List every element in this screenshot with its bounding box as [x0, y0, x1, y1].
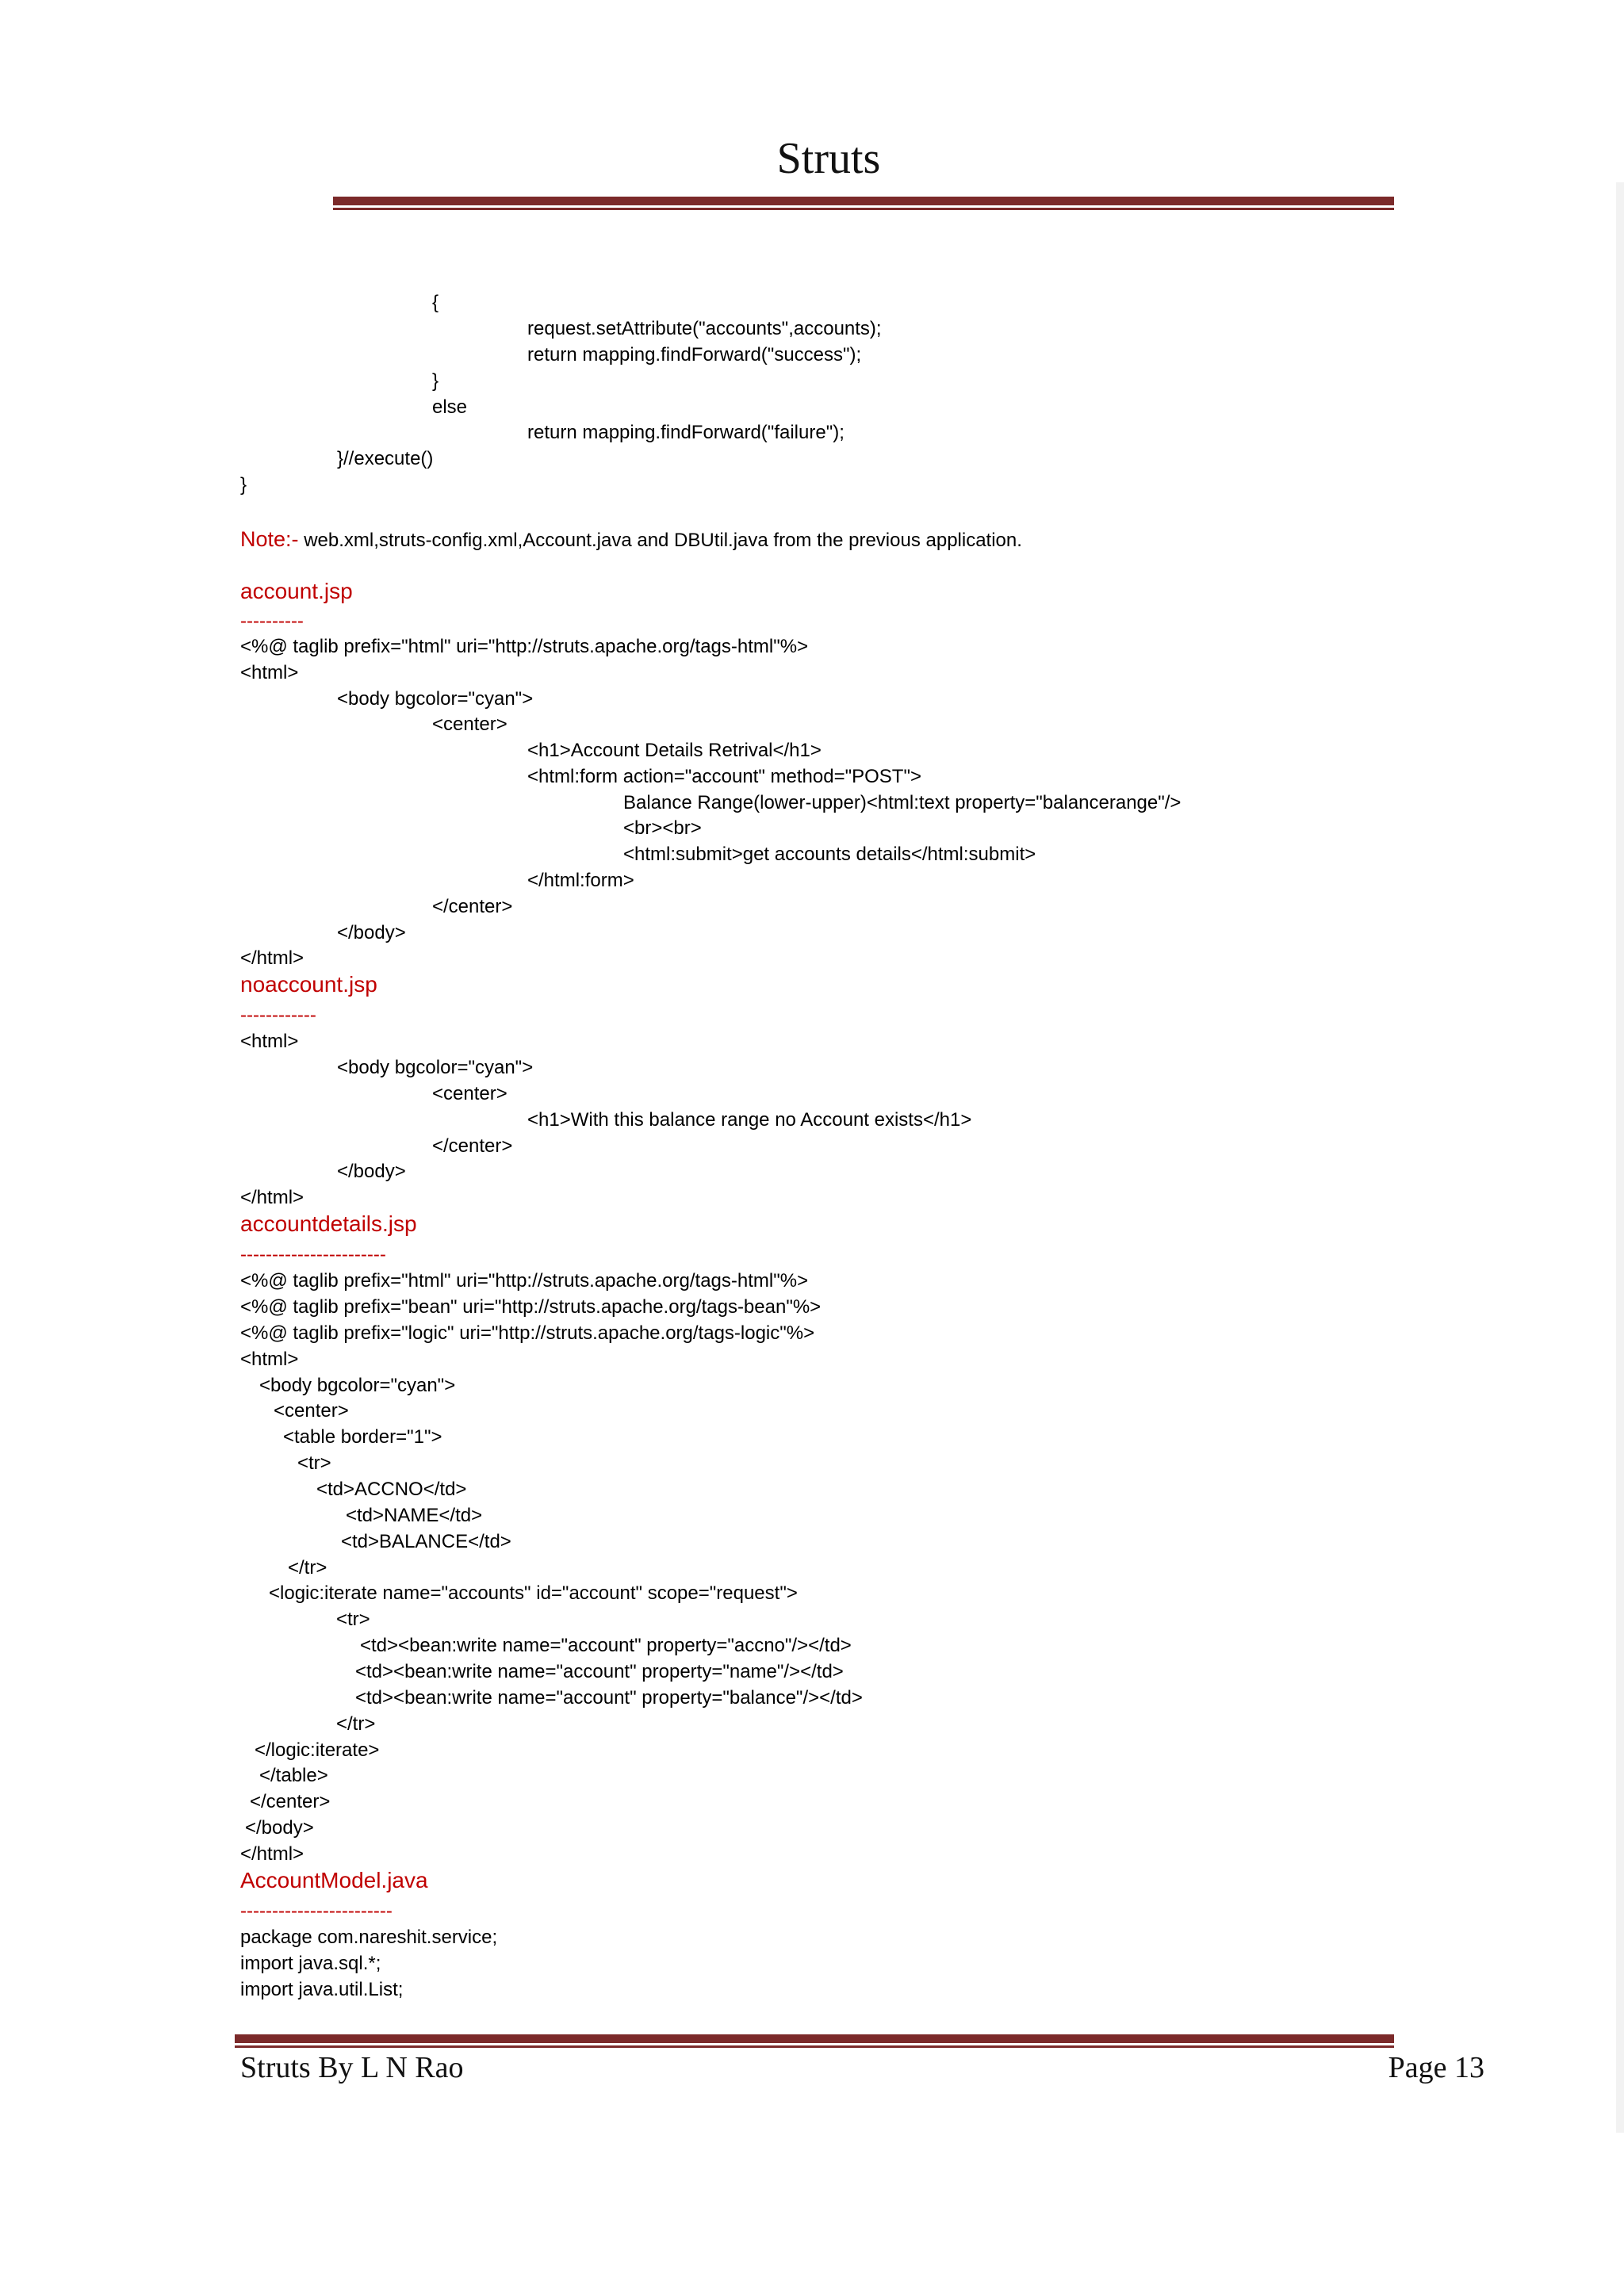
code-line: <html> [240, 1031, 299, 1052]
code-line: <center> [274, 1400, 349, 1422]
code-line: } [432, 370, 439, 392]
code-line: <tr> [297, 1452, 331, 1474]
code-line: import java.sql.*; [240, 1953, 381, 1974]
code-line: <center> [432, 1083, 508, 1104]
code-line: <td>ACCNO</td> [316, 1479, 467, 1500]
code-line: <h1>Account Details Retrival</h1> [527, 740, 822, 761]
code-line: return mapping.findForward("failure"); [527, 422, 845, 443]
code-line: else [432, 396, 468, 418]
code-line: <body bgcolor="cyan"> [337, 688, 534, 710]
code-line: package com.nareshit.service; [240, 1927, 498, 1948]
footer-page-number: Page 13 [1388, 2051, 1484, 2084]
section-heading-noaccount-jsp: noaccount.jsp [240, 972, 377, 997]
code-line: <html:form action="account" method="POST"> [527, 766, 921, 787]
code-line: <%@ taglib prefix="logic" uri="http://struts.apache.org/tags-logic"%> [240, 1322, 815, 1344]
section-heading-accountdetails-jsp: accountdetails.jsp [240, 1211, 417, 1236]
header-rule-thin [333, 208, 1394, 210]
code-line: return mapping.findForward("success"); [527, 344, 862, 365]
code-line: { [432, 292, 439, 313]
code-line: }//execute() [337, 448, 434, 469]
page-header-title: Struts [776, 134, 881, 183]
code-line: Balance Range(lower-upper)<html:text property="balancerange"/> [623, 792, 1182, 813]
code-line: request.setAttribute("accounts",accounts); [527, 318, 882, 339]
code-line: <html> [240, 662, 299, 683]
code-line: <html> [240, 1349, 299, 1370]
section-underline: ---------- [240, 610, 304, 632]
code-line: </table> [259, 1765, 328, 1786]
code-line: </body> [245, 1817, 314, 1839]
footer-rule-thin [235, 2045, 1394, 2048]
code-line: <%@ taglib prefix="bean" uri="http://struts.apache.org/tags-bean"%> [240, 1296, 822, 1318]
code-line: import java.util.List; [240, 1979, 404, 2000]
section-heading-account-jsp: account.jsp [240, 579, 353, 603]
code-line: </body> [337, 922, 406, 943]
code-line: <%@ taglib prefix="html" uri="http://struts.apache.org/tags-html"%> [240, 1270, 809, 1292]
code-line: </tr> [336, 1713, 376, 1735]
code-line: <logic:iterate name="accounts" id="account" scope="request"> [269, 1582, 798, 1604]
page-edge-shadow [1616, 182, 1624, 2133]
code-line: <td><bean:write name="account" property="name"/></td> [355, 1661, 844, 1682]
code-line: <center> [432, 714, 508, 735]
footer-rule [235, 2034, 1394, 2043]
code-line: </html> [240, 1187, 304, 1208]
code-line: </html> [240, 947, 304, 969]
code-line: <td><bean:write name="account" property="accno"/></td> [360, 1635, 852, 1656]
code-line: } [240, 474, 247, 496]
footer-author: Struts By L N Rao [240, 2051, 464, 2084]
code-line: <td>NAME</td> [346, 1505, 483, 1526]
code-line: </center> [432, 896, 513, 917]
code-line: <td><bean:write name="account" property="balance"/></td> [355, 1687, 863, 1709]
code-line: <h1>With this balance range no Account exists</h1> [527, 1109, 972, 1131]
code-line: <html:submit>get accounts details</html:submit> [623, 844, 1036, 865]
code-line: <table border="1"> [283, 1426, 442, 1448]
code-line: </body> [337, 1161, 406, 1182]
note-paragraph [240, 526, 1022, 553]
section-underline: ------------------------ [240, 1900, 393, 1922]
section-heading-accountmodel-java: AccountModel.java [240, 1868, 428, 1892]
note-label: Note:- [240, 527, 299, 551]
code-line: <td>BALANCE</td> [341, 1531, 511, 1552]
code-line: </logic:iterate> [255, 1739, 380, 1761]
code-line: <body bgcolor="cyan"> [337, 1057, 534, 1078]
header-rule [333, 197, 1394, 205]
code-line: </html:form> [527, 870, 634, 891]
section-underline: ----------------------- [240, 1244, 386, 1265]
code-line: <br><br> [623, 817, 702, 839]
section-underline: ------------ [240, 1004, 316, 1026]
code-line: <tr> [336, 1609, 370, 1630]
code-line: <%@ taglib prefix="html" uri="http://struts.apache.org/tags-html"%> [240, 636, 809, 657]
code-line: </html> [240, 1843, 304, 1865]
note-text: web.xml,struts-config.xml,Account.java and DBUtil.java from the previous application. [298, 530, 1022, 551]
code-line: </center> [432, 1135, 513, 1157]
code-line: </tr> [288, 1557, 327, 1578]
code-line: <body bgcolor="cyan"> [259, 1375, 456, 1396]
code-line: </center> [250, 1791, 331, 1812]
